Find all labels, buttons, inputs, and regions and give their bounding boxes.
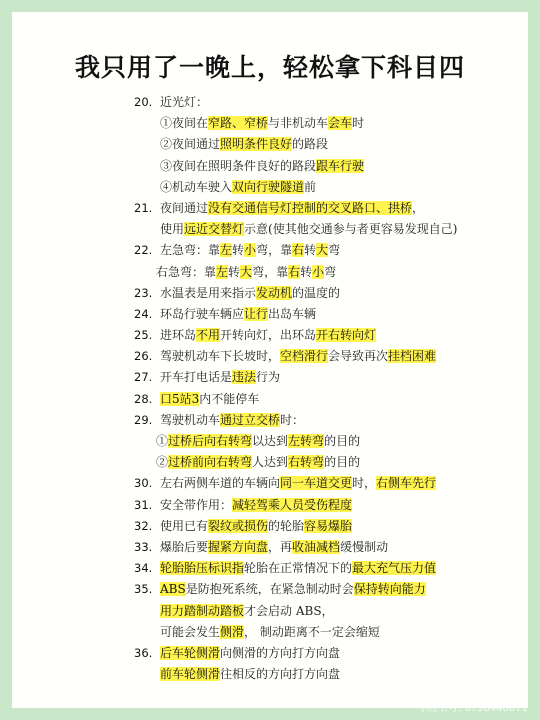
highlighted-text: 左 [216, 264, 229, 279]
note-text: ， 制动距离不一定会缩短 [244, 624, 380, 639]
note-text: 与非机动车 [268, 116, 329, 131]
highlighted-text: 减轻驾乘人员受伤程度 [232, 497, 353, 512]
note-line [134, 134, 534, 155]
item-number: 30. [134, 476, 153, 491]
note-line [134, 473, 534, 494]
highlighted-text: 右转弯 [288, 455, 325, 470]
note-line [134, 240, 534, 261]
note-line [134, 262, 534, 283]
highlighted-text: 不用 [196, 328, 221, 343]
highlighted-text: 会车 [328, 116, 353, 131]
highlighted-text: 开右转向灯 [316, 328, 377, 343]
highlighted-text: 同一车道交更 [280, 476, 353, 491]
note-line [134, 113, 534, 134]
note-line [134, 622, 534, 643]
page-title: 我只用了一晚上，轻松拿下科目四 [74, 53, 465, 82]
note-line [134, 304, 534, 325]
note-text: 会导致再次 [328, 349, 389, 364]
note-text: 以达到 [252, 434, 289, 448]
highlighted-text: 后车轮侧滑 [160, 645, 221, 660]
note-text: ② [156, 455, 169, 470]
item-number: 28. [134, 391, 153, 406]
note-line [134, 410, 534, 431]
note-text: 时， [352, 476, 377, 491]
highlighted-text: 大 [240, 264, 253, 279]
note-text: ②夜间通过 [160, 137, 221, 152]
note-line [134, 452, 534, 473]
highlighted-text: 前车轮侧滑 [160, 667, 221, 682]
note-text: 驾驶机动车 [160, 412, 221, 427]
note-text: 转 [232, 243, 245, 258]
note-text: 弯，靠 [256, 243, 293, 258]
highlighted-text: 窄路、窄桥 [208, 116, 269, 131]
note-line [134, 579, 534, 600]
highlighted-text: 收油减档 [292, 539, 341, 554]
note-line [134, 283, 534, 304]
note-text: 转 [304, 243, 317, 258]
note-text: 的温度的 [292, 285, 341, 300]
highlighted-text: ABS [160, 582, 186, 597]
item-number: 31. [134, 497, 153, 512]
item-number: 29. [134, 412, 153, 427]
highlighted-text: 最大充气压力值 [352, 561, 437, 576]
note-text: 夜间通过 [160, 200, 209, 215]
highlighted-text: 没有交通信号灯控制的交叉路口、拱桥 [208, 200, 413, 215]
highlighted-text: 通过立交桥 [220, 412, 281, 427]
note-text: 环岛行驶车辆应 [160, 306, 245, 321]
note-text: ， [412, 200, 425, 215]
highlighted-text: 左转弯 [288, 434, 325, 448]
note-text: 水温表是用来指示 [160, 285, 257, 300]
item-number: 36. [134, 645, 153, 660]
item-number: 23. [134, 285, 153, 300]
highlighted-text: 照明条件良好 [220, 137, 293, 152]
item-number: 27. [134, 370, 153, 385]
note-text: 开车打电话是 [160, 370, 233, 385]
note-text: 往相反的方向打方向盘 [220, 667, 341, 682]
highlighted-text: 过桥后向右转弯 [168, 434, 253, 448]
highlighted-text: 发动机 [256, 285, 293, 300]
highlighted-text: 小 [244, 243, 257, 258]
note-line [134, 92, 534, 113]
note-text: 行为 [256, 370, 281, 385]
highlighted-text: 左 [220, 243, 233, 258]
note-text: 安全带作用： [160, 497, 233, 512]
note-text: 才会启动 ABS， [244, 603, 334, 618]
note-line [134, 601, 534, 622]
item-number: 25. [134, 328, 153, 343]
highlighted-text: 让行 [244, 306, 269, 321]
note-text: 向侧滑的方向打方向盘 [220, 645, 341, 660]
note-line [134, 389, 534, 410]
note-line [134, 198, 534, 219]
highlighted-text: 容易爆胎 [304, 518, 353, 533]
note-text: 弯 [328, 243, 341, 258]
highlighted-text: 用力踏制动踏板 [160, 603, 245, 618]
highlighted-text: 保持转向能力 [353, 582, 426, 597]
highlighted-text: 空档滑行 [280, 349, 329, 364]
note-line [134, 219, 534, 240]
note-text: 内不能停车 [199, 391, 260, 406]
note-text: 轮胎在正常情况下的 [244, 561, 353, 576]
note-text: 前 [304, 179, 317, 194]
note-text: 右急弯：靠 [156, 264, 217, 279]
watermark: 小红书号: 6798448071 [417, 703, 528, 714]
item-number: 34. [134, 561, 153, 576]
highlighted-text: 违法 [232, 370, 257, 385]
note-line [134, 177, 534, 198]
item-number: 32. [134, 518, 153, 533]
note-line [134, 516, 534, 537]
highlighted-text: 轮胎胎压标识指 [160, 561, 245, 576]
item-number: 26. [134, 349, 153, 364]
note-text: 爆胎后要 [160, 539, 209, 554]
highlighted-text: 右 [292, 243, 305, 258]
note-text: 近光灯： [160, 95, 209, 109]
note-text: 缓慢制动 [340, 539, 389, 554]
note-line [134, 431, 534, 452]
highlighted-text: 跟车行驶 [316, 158, 365, 173]
highlighted-text: 右 [288, 264, 301, 279]
note-text: 开转向灯，出环岛 [220, 328, 317, 343]
note-text: 的路段 [292, 137, 329, 152]
document-page [12, 12, 528, 708]
note-text: 时： [280, 412, 305, 427]
note-text: 转 [228, 264, 241, 279]
note-text: 弯 [324, 264, 337, 279]
notes-list [134, 92, 534, 685]
note-text: 左右两侧车道的车辆向 [160, 476, 281, 491]
note-text: 的目的 [324, 434, 361, 448]
item-number: 21. [134, 200, 153, 215]
note-line [134, 346, 534, 367]
highlighted-text: 小 [312, 264, 325, 279]
highlighted-text: 右侧车先行 [376, 476, 437, 491]
note-line [134, 643, 534, 664]
note-text: 出岛车辆 [268, 306, 317, 321]
note-text: 驾驶机动车下长坡时， [160, 349, 281, 364]
highlighted-text: 大 [316, 243, 329, 258]
highlighted-text: 挂档困难 [388, 349, 437, 364]
note-text: 使用 [160, 222, 185, 237]
item-number: 20. [134, 95, 153, 109]
note-line [134, 558, 534, 579]
item-number: 22. [134, 243, 153, 258]
note-line [134, 325, 534, 346]
note-text: 弯，靠 [252, 264, 289, 279]
note-line [134, 367, 534, 388]
highlighted-text: 裂纹或损伤 [208, 518, 269, 533]
item-number: 35. [134, 582, 153, 597]
note-text: 可能会发生 [160, 624, 221, 639]
note-text: ④机动车驶入 [160, 179, 233, 194]
note-text: 示意(使其他交通参与者更容易发现自己) [244, 222, 458, 237]
note-line [134, 495, 534, 516]
highlighted-text: 双向行驶隧道 [232, 179, 305, 194]
note-line [134, 156, 534, 177]
note-text: ①夜间在 [160, 116, 209, 131]
note-text: 人达到 [252, 455, 289, 470]
note-text: 是防抱死系统，在紧急制动时会 [185, 582, 354, 597]
note-text: 的轮胎 [268, 518, 305, 533]
item-number: 33. [134, 539, 153, 554]
highlighted-text: 过桥前向右转弯 [168, 455, 253, 470]
note-text: 转 [300, 264, 313, 279]
note-text: 的目的 [324, 455, 361, 470]
highlighted-text: 口5站3 [160, 391, 200, 406]
note-line [134, 664, 534, 685]
item-number: 24. [134, 306, 153, 321]
note-text: 左急弯：靠 [160, 243, 221, 258]
highlighted-text: 远近交替灯 [184, 222, 245, 237]
note-text: 时 [352, 116, 365, 131]
note-text: 进环岛 [160, 328, 197, 343]
highlighted-text: 握紧方向盘 [208, 539, 269, 554]
note-text: 使用已有 [160, 518, 209, 533]
note-text: ① [156, 434, 169, 448]
note-text: ，再 [268, 539, 293, 554]
note-line [134, 537, 534, 558]
highlighted-text: 侧滑 [220, 624, 245, 639]
note-text: ③夜间在照明条件良好的路段 [160, 158, 317, 173]
